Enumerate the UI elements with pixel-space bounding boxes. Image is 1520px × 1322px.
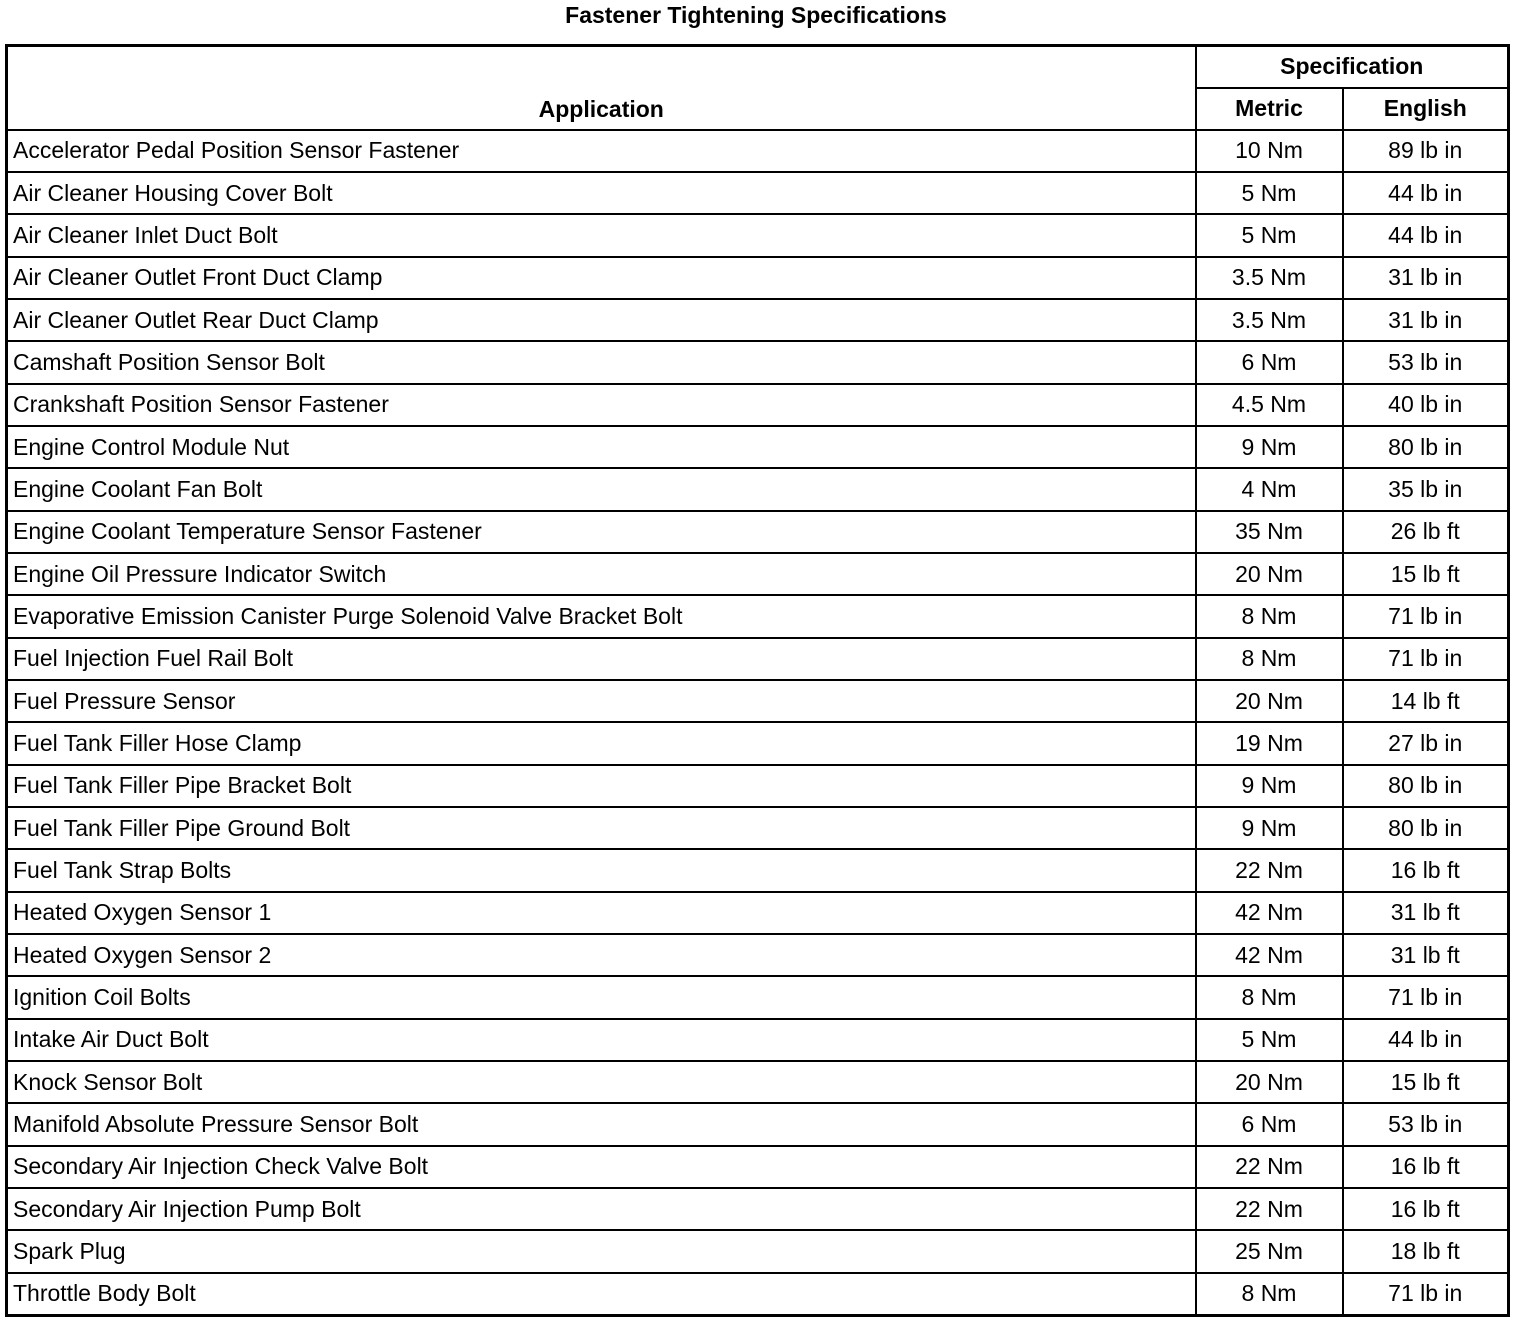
english-cell: 18 lb ft <box>1343 1230 1509 1272</box>
application-cell: Manifold Absolute Pressure Sensor Bolt <box>7 1103 1196 1145</box>
table-row <box>7 595 1509 637</box>
table-body <box>7 130 1509 1316</box>
table-row <box>7 934 1509 976</box>
metric-cell: 5 Nm <box>1196 172 1343 214</box>
metric-cell: 9 Nm <box>1196 765 1343 807</box>
table-row <box>7 511 1509 553</box>
english-cell: 71 lb in <box>1343 976 1509 1018</box>
page-title: Fastener Tightening Specifications <box>565 2 947 28</box>
metric-cell: 8 Nm <box>1196 595 1343 637</box>
application-cell: Knock Sensor Bolt <box>7 1061 1196 1103</box>
english-cell: 80 lb in <box>1343 426 1509 468</box>
metric-cell: 3.5 Nm <box>1196 299 1343 341</box>
metric-cell: 4 Nm <box>1196 468 1343 510</box>
english-cell: 53 lb in <box>1343 341 1509 383</box>
table-row <box>7 426 1509 468</box>
application-cell: Evaporative Emission Canister Purge Solenoid Valve Bracket Bolt <box>7 595 1196 637</box>
metric-cell: 20 Nm <box>1196 553 1343 595</box>
application-cell: Spark Plug <box>7 1230 1196 1272</box>
application-cell: Ignition Coil Bolts <box>7 976 1196 1018</box>
table-row <box>7 722 1509 764</box>
english-cell: 15 lb ft <box>1343 553 1509 595</box>
english-cell: 53 lb in <box>1343 1103 1509 1145</box>
metric-cell: 5 Nm <box>1196 214 1343 256</box>
english-cell: 31 lb ft <box>1343 892 1509 934</box>
table-row <box>7 257 1509 299</box>
application-cell: Air Cleaner Outlet Front Duct Clamp <box>7 257 1196 299</box>
english-cell: 80 lb in <box>1343 765 1509 807</box>
application-cell: Air Cleaner Housing Cover Bolt <box>7 172 1196 214</box>
table-row <box>7 765 1509 807</box>
metric-cell: 8 Nm <box>1196 1273 1343 1316</box>
metric-cell: 9 Nm <box>1196 426 1343 468</box>
english-cell: 14 lb ft <box>1343 680 1509 722</box>
application-cell: Heated Oxygen Sensor 2 <box>7 934 1196 976</box>
table-row <box>7 1103 1509 1145</box>
english-cell: 31 lb in <box>1343 299 1509 341</box>
application-cell: Fuel Tank Filler Hose Clamp <box>7 722 1196 764</box>
application-cell: Engine Coolant Fan Bolt <box>7 468 1196 510</box>
application-cell: Secondary Air Injection Pump Bolt <box>7 1188 1196 1230</box>
application-cell: Engine Coolant Temperature Sensor Fastener <box>7 511 1196 553</box>
application-cell: Air Cleaner Inlet Duct Bolt <box>7 214 1196 256</box>
english-cell: 16 lb ft <box>1343 1146 1509 1188</box>
metric-cell: 4.5 Nm <box>1196 384 1343 426</box>
metric-cell: 42 Nm <box>1196 934 1343 976</box>
table-row <box>7 849 1509 891</box>
application-cell: Intake Air Duct Bolt <box>7 1019 1196 1061</box>
application-cell: Accelerator Pedal Position Sensor Fastener <box>7 130 1196 172</box>
metric-cell: 19 Nm <box>1196 722 1343 764</box>
table-row <box>7 1061 1509 1103</box>
table-row <box>7 1146 1509 1188</box>
table-row <box>7 680 1509 722</box>
table-row <box>7 807 1509 849</box>
column-header-application: Application <box>7 46 1196 130</box>
table-row <box>7 892 1509 934</box>
application-cell: Air Cleaner Outlet Rear Duct Clamp <box>7 299 1196 341</box>
english-cell: 80 lb in <box>1343 807 1509 849</box>
table-row <box>7 384 1509 426</box>
metric-cell: 6 Nm <box>1196 341 1343 383</box>
english-cell: 16 lb ft <box>1343 1188 1509 1230</box>
metric-cell: 3.5 Nm <box>1196 257 1343 299</box>
column-header-metric: Metric <box>1196 88 1343 130</box>
application-cell: Crankshaft Position Sensor Fastener <box>7 384 1196 426</box>
metric-cell: 8 Nm <box>1196 976 1343 1018</box>
column-header-english: English <box>1343 88 1509 130</box>
english-cell: 26 lb ft <box>1343 511 1509 553</box>
english-cell: 44 lb in <box>1343 1019 1509 1061</box>
english-cell: 31 lb in <box>1343 257 1509 299</box>
application-cell: Engine Oil Pressure Indicator Switch <box>7 553 1196 595</box>
metric-cell: 25 Nm <box>1196 1230 1343 1272</box>
english-cell: 71 lb in <box>1343 1273 1509 1316</box>
table-row <box>7 172 1509 214</box>
metric-cell: 9 Nm <box>1196 807 1343 849</box>
application-cell: Fuel Tank Filler Pipe Bracket Bolt <box>7 765 1196 807</box>
table-row <box>7 638 1509 680</box>
table-row <box>7 214 1509 256</box>
table-row <box>7 1188 1509 1230</box>
english-cell: 71 lb in <box>1343 638 1509 680</box>
table-row <box>7 1273 1509 1316</box>
table-row <box>7 341 1509 383</box>
metric-cell: 35 Nm <box>1196 511 1343 553</box>
english-cell: 16 lb ft <box>1343 849 1509 891</box>
table-row <box>7 553 1509 595</box>
english-cell: 71 lb in <box>1343 595 1509 637</box>
table-row <box>7 976 1509 1018</box>
application-cell: Fuel Pressure Sensor <box>7 680 1196 722</box>
english-cell: 31 lb ft <box>1343 934 1509 976</box>
metric-cell: 6 Nm <box>1196 1103 1343 1145</box>
metric-cell: 42 Nm <box>1196 892 1343 934</box>
metric-cell: 10 Nm <box>1196 130 1343 172</box>
metric-cell: 5 Nm <box>1196 1019 1343 1061</box>
metric-cell: 22 Nm <box>1196 1146 1343 1188</box>
table-row <box>7 468 1509 510</box>
column-header-specification: Specification <box>1196 46 1509 88</box>
application-cell: Engine Control Module Nut <box>7 426 1196 468</box>
english-cell: 35 lb in <box>1343 468 1509 510</box>
metric-cell: 8 Nm <box>1196 638 1343 680</box>
application-cell: Secondary Air Injection Check Valve Bolt <box>7 1146 1196 1188</box>
table-row <box>7 1019 1509 1061</box>
metric-cell: 20 Nm <box>1196 1061 1343 1103</box>
english-cell: 44 lb in <box>1343 172 1509 214</box>
metric-cell: 22 Nm <box>1196 1188 1343 1230</box>
header-row-top <box>7 46 1509 88</box>
application-cell: Fuel Injection Fuel Rail Bolt <box>7 638 1196 680</box>
application-cell: Throttle Body Bolt <box>7 1273 1196 1316</box>
english-cell: 40 lb in <box>1343 384 1509 426</box>
fastener-spec-table <box>5 44 1510 1317</box>
application-cell: Heated Oxygen Sensor 1 <box>7 892 1196 934</box>
table-row <box>7 1230 1509 1272</box>
english-cell: 15 lb ft <box>1343 1061 1509 1103</box>
english-cell: 89 lb in <box>1343 130 1509 172</box>
application-cell: Fuel Tank Strap Bolts <box>7 849 1196 891</box>
table-row <box>7 130 1509 172</box>
table-row <box>7 299 1509 341</box>
application-cell: Camshaft Position Sensor Bolt <box>7 341 1196 383</box>
english-cell: 44 lb in <box>1343 214 1509 256</box>
application-cell: Fuel Tank Filler Pipe Ground Bolt <box>7 807 1196 849</box>
metric-cell: 22 Nm <box>1196 849 1343 891</box>
english-cell: 27 lb in <box>1343 722 1509 764</box>
metric-cell: 20 Nm <box>1196 680 1343 722</box>
